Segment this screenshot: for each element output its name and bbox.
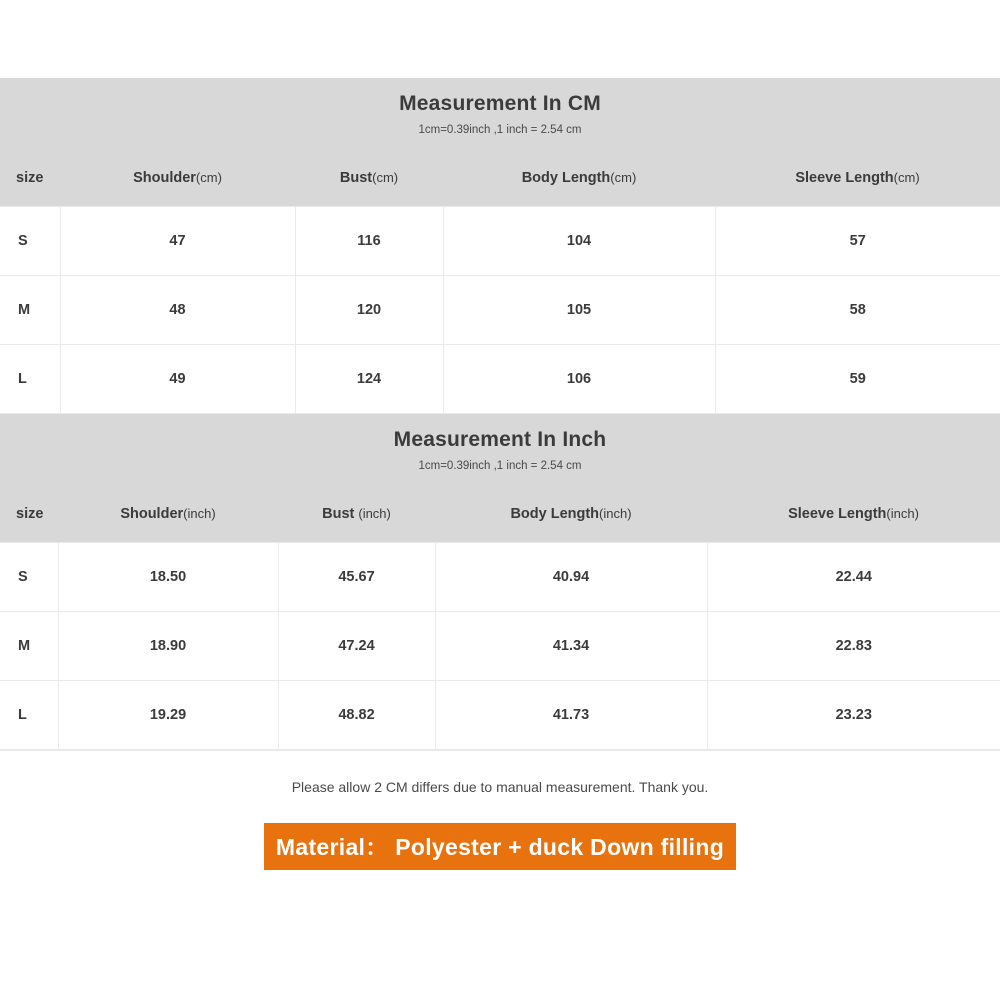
column-header-size-label: size [16,506,44,522]
column-header-bust-label: Bust [322,506,359,522]
cell-body-length: 105 [443,276,715,345]
cell-size: L [0,681,58,750]
column-header-bust [295,150,443,207]
cell-size: S [0,207,60,276]
column-header-bust-label: Bust [339,170,373,186]
cell-shoulder: 18.90 [58,612,278,681]
table-body-inch [0,543,1000,750]
table-body-cm [0,207,1000,414]
column-header-bust-unit: (cm) [372,170,399,185]
size-chart-sheet [0,78,1000,896]
table-row [0,543,1000,612]
column-header-sleeve-length-unit: (inch) [886,506,919,521]
cell-bust: 124 [295,345,443,414]
column-header-bust-unit: (inch) [358,506,391,521]
table-head-cm [0,150,1000,207]
cell-shoulder: 49 [60,345,295,414]
cell-size: M [0,276,60,345]
cell-sleeve-length: 58 [715,276,1000,345]
column-header-size-label: size [16,170,44,186]
cell-body-length: 41.73 [435,681,707,750]
section-subtitle-inch: 1cm=0.39inch ,1 inch = 2.54 cm [418,460,582,472]
cell-body-length: 104 [443,207,715,276]
table-row [0,681,1000,750]
cell-sleeve-length: 23.23 [707,681,1000,750]
cell-size: M [0,612,58,681]
cell-bust: 47.24 [278,612,435,681]
cell-body-length: 40.94 [435,543,707,612]
column-header-shoulder-unit: (cm) [195,170,222,185]
column-header-sleeve-length [707,486,1000,543]
column-header-body-length-unit: (inch) [599,506,632,521]
cell-body-length: 41.34 [435,612,707,681]
cell-bust: 48.82 [278,681,435,750]
column-header-bust [278,486,435,543]
column-header-body-length-label: Body Length [510,506,600,522]
measurement-table-inch [0,486,1000,750]
cell-body-length: 106 [443,345,715,414]
table-row [0,276,1000,345]
cell-shoulder: 18.50 [58,543,278,612]
cell-sleeve-length: 22.83 [707,612,1000,681]
column-header-sleeve-length-unit: (cm) [893,170,920,185]
measurement-disclaimer: Please allow 2 CM differs due to manual measurement. Thank you. [0,750,1000,821]
cell-sleeve-length: 59 [715,345,1000,414]
table-header-row [0,486,1000,543]
cell-size: L [0,345,60,414]
cell-bust: 45.67 [278,543,435,612]
cell-shoulder: 48 [60,276,295,345]
section-header-inch [0,414,1000,486]
cell-shoulder: 47 [60,207,295,276]
column-header-shoulder [60,150,295,207]
column-header-shoulder-label: Shoulder [133,170,196,186]
cell-size: S [0,543,58,612]
column-header-shoulder [58,486,278,543]
cell-shoulder: 19.29 [58,681,278,750]
section-header-cm [0,78,1000,150]
column-header-size [0,150,60,207]
cell-bust: 120 [295,276,443,345]
table-row [0,612,1000,681]
column-header-shoulder-label: Shoulder [120,506,184,522]
column-header-body-length [443,150,715,207]
section-subtitle-cm: 1cm=0.39inch ,1 inch = 2.54 cm [418,124,582,136]
table-row [0,345,1000,414]
column-header-shoulder-unit: (inch) [183,506,216,521]
column-header-body-length-unit: (cm) [610,170,637,185]
table-head-inch [0,486,1000,543]
column-header-sleeve-length-label: Sleeve Length [795,170,894,186]
material-banner: Material： Polyester + duck Down filling [264,823,736,870]
cell-sleeve-length: 57 [715,207,1000,276]
table-header-row [0,150,1000,207]
cell-sleeve-length: 22.44 [707,543,1000,612]
section-title-cm: Measurement In CM [399,92,601,115]
cell-bust: 116 [295,207,443,276]
measurement-table-cm [0,150,1000,414]
column-header-body-length [435,486,707,543]
section-title-inch: Measurement In Inch [393,428,607,451]
material-banner-wrap [0,821,1000,896]
column-header-sleeve-length-label: Sleeve Length [788,506,887,522]
column-header-body-length-label: Body Length [521,170,611,186]
column-header-size [0,486,58,543]
table-row [0,207,1000,276]
column-header-sleeve-length [715,150,1000,207]
